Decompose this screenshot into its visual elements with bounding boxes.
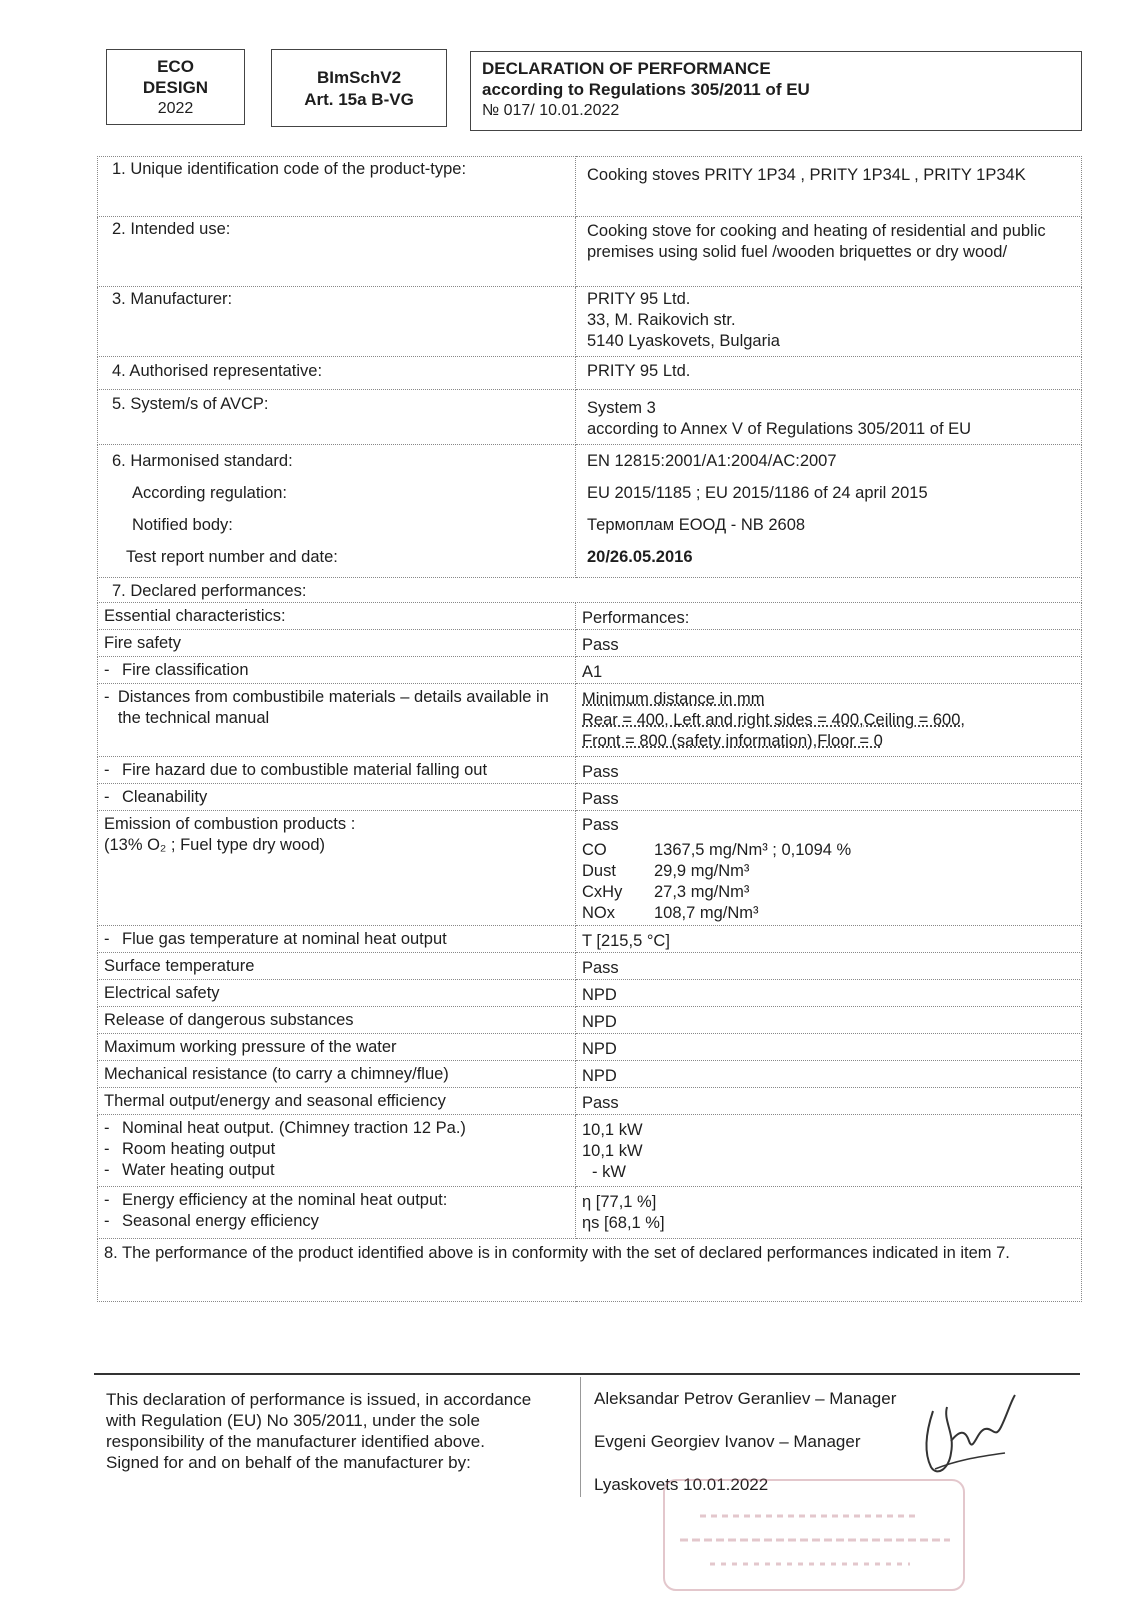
water-output-value: - kW <box>592 1163 626 1181</box>
eco-label: ECO <box>157 57 194 76</box>
dop-subtitle: according to Regulations 305/2011 of EU <box>482 80 810 99</box>
table-row <box>98 603 1082 630</box>
table-row <box>98 157 1082 217</box>
essential-characteristics-header: Essential characteristics: <box>98 603 576 630</box>
table-row <box>98 926 1082 953</box>
footer-statement: This declaration of performance is issued, in accordance with Regulation (EU) No 305/2011, under the sole responsibility of the manufacturer identified above. <box>106 1390 532 1451</box>
table-row <box>98 445 1082 578</box>
mechanical-resistance-label: Mechanical resistance (to carry a chimney/flue) <box>98 1061 576 1088</box>
manufacturer-value <box>576 287 1082 357</box>
bimschv-box <box>271 49 447 127</box>
distances-label: - Distances from combustibile materials – details available in the technical manual <box>98 684 576 757</box>
mechanical-resistance-value: NPD <box>576 1061 1082 1088</box>
avcp-system: System 3 <box>587 399 656 417</box>
conformity-statement: 8. The performance of the product identified above is in conformity with the set of declared performances indicated in item 7. <box>98 1239 1082 1302</box>
manufacturer-label: 3. Manufacturer: <box>98 287 576 357</box>
table-row <box>98 287 1082 357</box>
representative-value: PRITY 95 Ltd. <box>576 357 1082 390</box>
fire-hazard-label: - Fire hazard due to combustible material falling out <box>98 757 576 784</box>
emission-nox-name: NOx <box>582 904 615 922</box>
electrical-safety-label: Electrical safety <box>98 980 576 1007</box>
bimschv-label: BImSchV2 <box>316 68 402 87</box>
room-output-value: 10,1 kW <box>582 1142 643 1160</box>
distances-value <box>576 684 1082 757</box>
table-row <box>98 357 1082 390</box>
avcp-annex: according to Annex V of Regulations 305/2011 of EU <box>587 420 972 438</box>
eco-design-box <box>106 49 245 125</box>
table-row <box>98 1088 1082 1115</box>
dangerous-substances-label: Release of dangerous substances <box>98 1007 576 1034</box>
table-row <box>98 217 1082 287</box>
standard-label: 6. Harmonised standard: <box>112 452 293 470</box>
table-row <box>98 1061 1082 1088</box>
nominal-output-value: 10,1 kW <box>582 1121 643 1139</box>
emission-co-val: 1367,5 mg/Nm³ ; 0,1094 % <box>654 841 852 859</box>
cleanability-value: Pass <box>576 784 1082 811</box>
outputs-value <box>576 1115 1082 1187</box>
emission-label <box>98 811 576 926</box>
footer-signed: Signed for and on behalf of the manufacturer by: <box>106 1453 471 1472</box>
signer-1: Aleksandar Petrov Geranliev – Manager <box>594 1389 897 1408</box>
product-code-value: Cooking stoves PRITY 1P34 , PRITY 1P34L , PRITY 1P34K <box>576 157 1082 217</box>
emission-value <box>576 811 1082 926</box>
company-stamp-icon <box>660 1476 968 1594</box>
fire-safety-label: Fire safety <box>98 630 576 657</box>
emission-nox-val: 108,7 mg/Nm³ <box>654 904 759 922</box>
table-row <box>98 784 1082 811</box>
notified-body-label: Notified body: <box>132 516 233 534</box>
product-code-label: 1. Unique identification code of the product-type: <box>98 157 576 217</box>
fire-classification-value: A1 <box>576 657 1082 684</box>
test-report-label: Test report number and date: <box>126 548 338 566</box>
water-pressure-value: NPD <box>576 1034 1082 1061</box>
manufacturer-street: 33, M. Raikovich str. <box>587 311 736 329</box>
standard-value-cell <box>576 445 1082 578</box>
footer-divider <box>94 1373 1080 1375</box>
energy-efficiency-label: Energy efficiency at the nominal heat output: <box>122 1191 448 1209</box>
fire-classification-label: - Fire classification <box>98 657 576 684</box>
manufacturer-name: PRITY 95 Ltd. <box>587 290 691 308</box>
table-row <box>98 578 1082 603</box>
performances-header: Performances: <box>576 603 1082 630</box>
avcp-value <box>576 390 1082 445</box>
declaration-table <box>97 156 1082 1302</box>
table-row <box>98 980 1082 1007</box>
fire-hazard-value: Pass <box>576 757 1082 784</box>
distances-line2: Front = 800 (safety information),Floor = 0 <box>582 732 883 750</box>
thermal-output-value: Pass <box>576 1088 1082 1115</box>
flue-gas-label: - Flue gas temperature at nominal heat output <box>98 926 576 953</box>
dop-title: DECLARATION OF PERFORMANCE <box>482 59 771 78</box>
footer-statement-block <box>106 1389 561 1473</box>
emission-label-line2: (13% O₂ ; Fuel type dry wood) <box>104 836 325 854</box>
energy-efficiency-value: η [77,1 %] <box>582 1193 657 1211</box>
fire-safety-value: Pass <box>576 630 1082 657</box>
emission-label-line1: Emission of combustion products : <box>104 815 356 833</box>
flue-gas-value: T [215,5 °C] <box>576 926 1082 953</box>
standard-label-cell <box>98 445 576 578</box>
table-row <box>98 1034 1082 1061</box>
table-row <box>98 684 1082 757</box>
emission-dust-val: 29,9 mg/Nm³ <box>654 862 750 880</box>
dop-number: № 017/ 10.01.2022 <box>482 102 620 119</box>
surface-temperature-value: Pass <box>576 953 1082 980</box>
table-row <box>98 953 1082 980</box>
table-row <box>98 757 1082 784</box>
emission-cxhy-name: CxHy <box>582 883 623 901</box>
nominal-output-label: Nominal heat output. (Chimney traction 12 Pa.) <box>122 1119 466 1137</box>
outputs-label: - Nominal heat output. (Chimney traction 12 Pa.) - Room heating output - Water heating output <box>98 1115 576 1187</box>
electrical-safety-value: NPD <box>576 980 1082 1007</box>
notified-body-value: Термоплам ЕООД - NB 2608 <box>587 516 806 534</box>
surface-temperature-label: Surface temperature <box>98 953 576 980</box>
water-pressure-label: Maximum working pressure of the water <box>98 1034 576 1061</box>
cleanability-label: - Cleanability <box>98 784 576 811</box>
table-row <box>98 657 1082 684</box>
efficiency-label: - Energy efficiency at the nominal heat output: - Seasonal energy efficiency <box>98 1187 576 1239</box>
emission-pass: Pass <box>582 816 619 834</box>
table-row <box>98 811 1082 926</box>
dop-title-box <box>470 51 1082 131</box>
table-row <box>98 1115 1082 1187</box>
bvg-label: Art. 15a B-VG <box>304 90 414 109</box>
table-row <box>98 1239 1082 1302</box>
emission-list <box>582 840 1075 924</box>
regulation-value: EU 2015/1185 ; EU 2015/1186 of 24 april 2015 <box>587 484 928 502</box>
table-row <box>98 1187 1082 1239</box>
emission-dust-name: Dust <box>582 862 616 880</box>
emission-co-name: CO <box>582 841 607 859</box>
table-row <box>98 630 1082 657</box>
table-row <box>98 1007 1082 1034</box>
intended-use-label: 2. Intended use: <box>98 217 576 287</box>
room-output-label: Room heating output <box>122 1140 276 1158</box>
seasonal-efficiency-value: ηs [68,1 %] <box>582 1214 665 1232</box>
signature-icon <box>915 1381 1025 1491</box>
avcp-label: 5. System/s of AVCP: <box>98 390 576 445</box>
dangerous-substances-value: NPD <box>576 1007 1082 1034</box>
intended-use-value: Cooking stove for cooking and heating of residential and public premises using solid fuel /wooden briquettes or dry wood/ <box>576 217 1082 287</box>
signer-2: Evgeni Georgiev Ivanov – Manager <box>594 1432 861 1451</box>
design-label: DESIGN <box>142 78 209 97</box>
manufacturer-city: 5140 Lyaskovets, Bulgaria <box>587 332 780 350</box>
declared-performances-label: 7. Declared performances: <box>98 578 1082 603</box>
table-row <box>98 390 1082 445</box>
emission-cxhy-val: 27,3 mg/Nm³ <box>654 883 750 901</box>
seasonal-efficiency-label: Seasonal energy efficiency <box>122 1212 319 1230</box>
standard-value: EN 12815:2001/A1:2004/AC:2007 <box>587 452 837 470</box>
footer-column-divider <box>580 1377 581 1497</box>
thermal-output-label: Thermal output/energy and seasonal efficiency <box>98 1088 576 1115</box>
representative-label: 4. Authorised representative: <box>98 357 576 390</box>
distances-line1: Rear = 400, Left and right sides = 400,Ceiling = 600, <box>582 711 965 729</box>
eco-year: 2022 <box>157 100 194 117</box>
efficiency-value <box>576 1187 1082 1239</box>
distances-title: Minimum distance in mm <box>582 690 765 708</box>
test-report-value: 20/26.05.2016 <box>587 548 693 566</box>
regulation-label: According regulation: <box>132 484 288 502</box>
place-date: Lyaskovets 10.01.2022 <box>594 1475 769 1494</box>
water-output-label: Water heating output <box>122 1161 275 1179</box>
